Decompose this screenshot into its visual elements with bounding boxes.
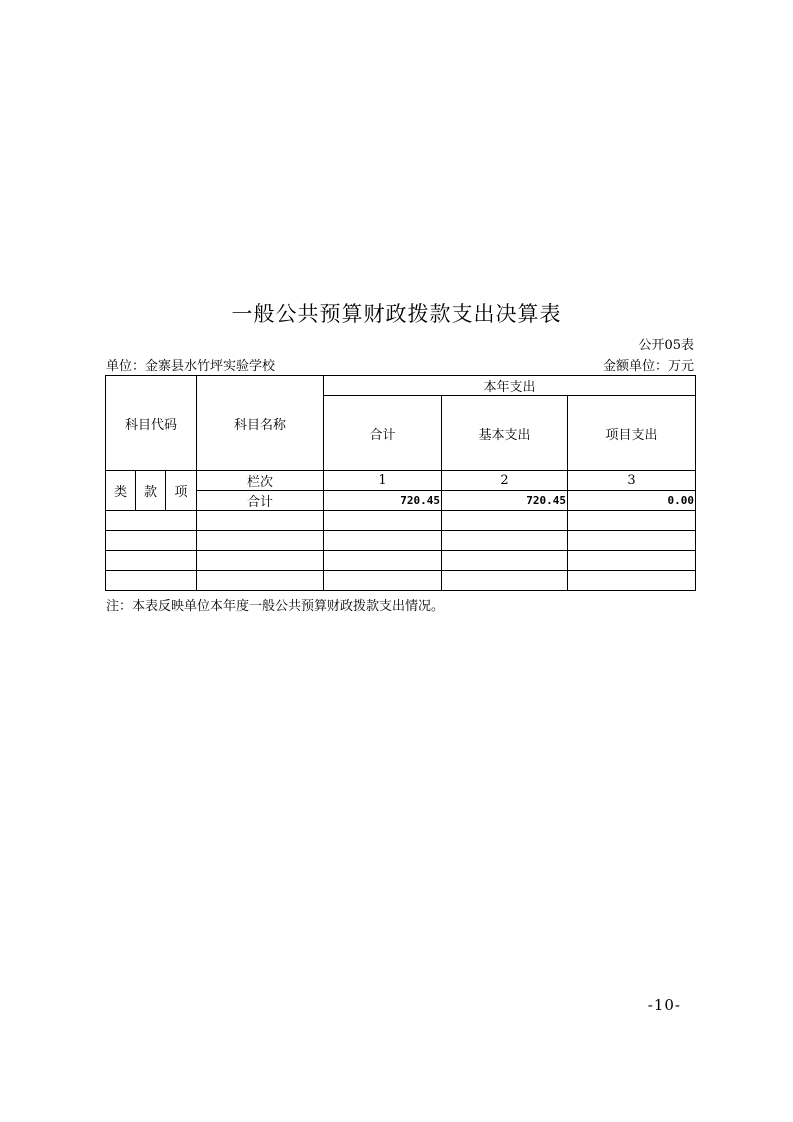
column-index-1: 1 — [324, 471, 442, 491]
table-note: 注：本表反映单位本年度一般公共预算财政拨款支出情况。 — [106, 599, 445, 614]
header-total: 合计 — [324, 396, 442, 471]
header-project-expenditure: 项目支出 — [568, 396, 696, 471]
amount-unit-label: 金额单位：万元 — [602, 359, 694, 374]
total-row-label: 合计 — [197, 491, 324, 511]
table-row — [106, 531, 696, 551]
page-number: -10- — [647, 996, 681, 1014]
header-kuan: 款 — [136, 471, 166, 511]
form-code: 公开05表 — [638, 338, 694, 353]
expenditure-table — [105, 375, 696, 591]
total-amount: 720.45 — [324, 491, 442, 511]
table-row — [106, 551, 696, 571]
header-lei: 类 — [106, 471, 136, 511]
column-index-3: 3 — [568, 471, 696, 491]
project-expenditure-amount: 0.00 — [568, 491, 696, 511]
basic-expenditure-amount: 720.45 — [442, 491, 568, 511]
table-row — [106, 511, 696, 531]
header-subject-name: 科目名称 — [197, 376, 324, 471]
unit-label: 单位：金寨县水竹坪实验学校 — [106, 359, 276, 374]
header-xiang: 项 — [166, 471, 197, 511]
table-row — [106, 571, 696, 591]
page-title: 一般公共预算财政拨款支出决算表 — [231, 302, 562, 326]
header-basic-expenditure: 基本支出 — [442, 396, 568, 471]
row-index-label: 栏次 — [197, 471, 324, 491]
header-subject-code: 科目代码 — [106, 376, 197, 471]
column-index-2: 2 — [442, 471, 568, 491]
header-current-year-expenditure: 本年支出 — [324, 376, 696, 396]
